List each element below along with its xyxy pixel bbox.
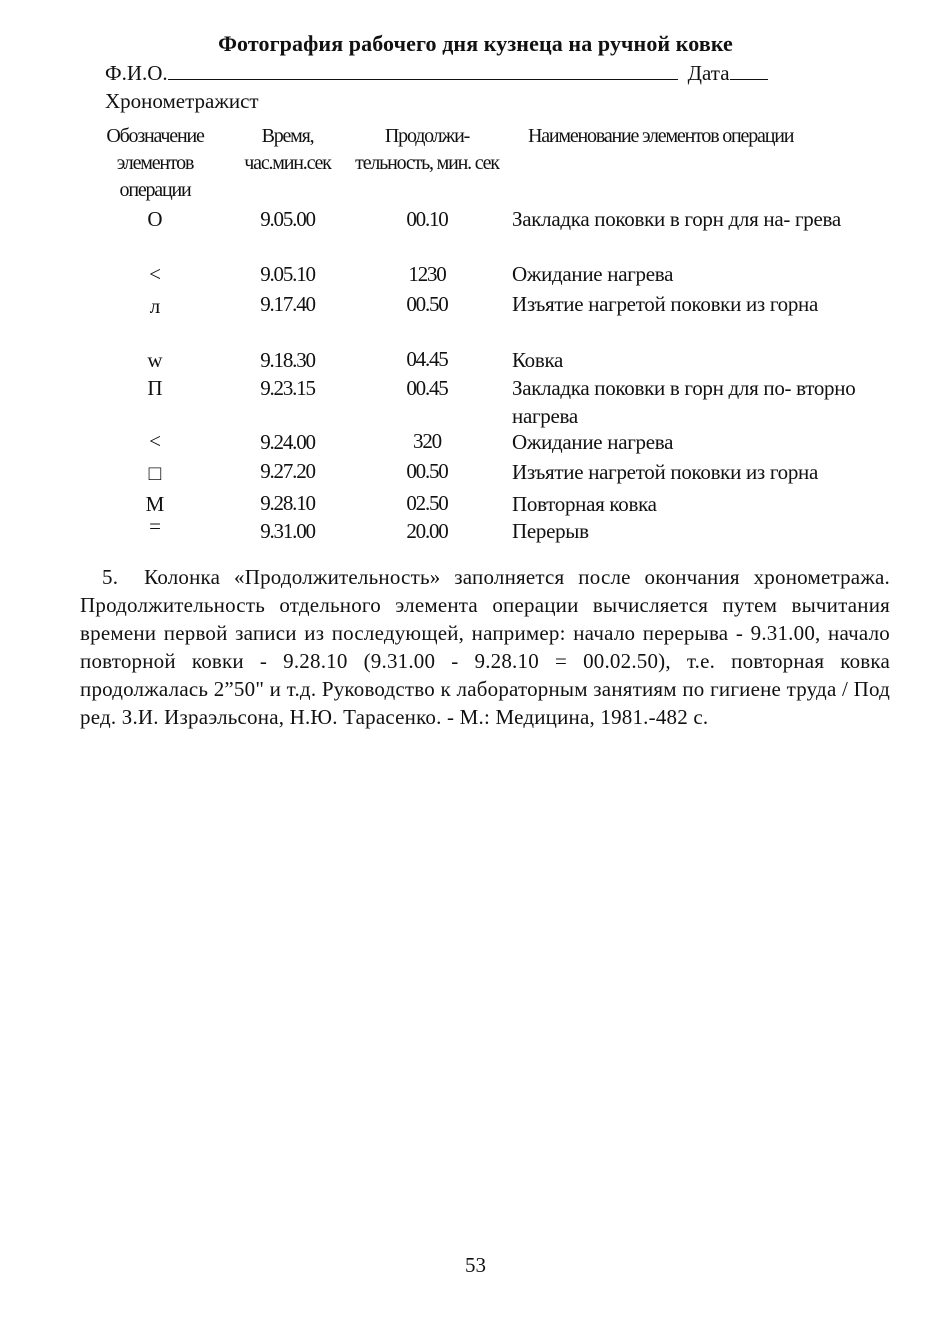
row-symbol: л: [149, 294, 161, 318]
row-time: 9.24.00: [260, 430, 315, 454]
row-duration: 00.45: [406, 376, 448, 400]
row-symbol: w: [147, 348, 163, 372]
row-symbol: =: [149, 514, 161, 538]
row-duration: 04.45: [406, 347, 448, 371]
column-header-description: Наименование элементов операции: [528, 125, 794, 147]
row-symbol: <: [149, 262, 161, 286]
row-symbol: <: [149, 429, 161, 453]
row-symbol: П: [147, 376, 163, 400]
row-symbol: О: [147, 207, 163, 231]
row-description: Ковка: [512, 348, 564, 372]
row-time: 9.27.20: [260, 459, 315, 483]
note-number: 5.: [102, 565, 119, 589]
page-number: 53: [465, 1253, 486, 1277]
row-time: 9.28.10: [260, 491, 315, 515]
column-header-duration: Продолжи- тельность, мин. сек: [355, 125, 499, 174]
row-duration: 02.50: [406, 491, 448, 515]
row-time: 9.05.10: [260, 262, 315, 286]
row-description: Закладка поковки в горн для по- вторно нагрева: [512, 376, 856, 428]
column-header-time: Время, час.мин.сек: [244, 125, 331, 174]
fio-blank-line: [168, 61, 678, 80]
fio-line: [105, 61, 768, 86]
row-time: 9.17.40: [260, 292, 315, 316]
row-duration: 00.50: [406, 292, 448, 316]
row-description: Ожидание нагрева: [512, 430, 674, 454]
row-duration: 20.00: [406, 519, 448, 543]
row-description: Повторная ковка: [512, 492, 657, 516]
row-duration: 320: [413, 429, 441, 453]
note-text: Колонка «Продолжительность» заполняется после окончания хронометража. Продолжительность отдельного элемента операции вычисляется путем вычитания времени первой записи из последующей, например: начало перерыва - 9.31.00, начало повторной ковки - 9.28.10 (9.31.00 - 9.28.10 = 00.02.50), т.е. повторная ковка продолжалась 2”50" и т.д. Руководство к лабораторным занятиям по гигиене труда / Под ред. З.И. Израэльсона, Н.Ю. Тарасенко. - М.: Медицина, 1981.-482 с.: [80, 565, 890, 729]
row-duration: 1230: [408, 262, 446, 286]
row-description: Ожидание нагрева: [512, 262, 674, 286]
row-description: Закладка поковки в горн для на- грева: [512, 207, 841, 231]
row-time: 9.23.15: [260, 376, 315, 400]
note-paragraph: [80, 563, 890, 731]
row-symbol: М: [145, 492, 165, 516]
document-title: Фотография рабочего дня кузнеца на ручной ковке: [218, 31, 733, 56]
row-symbol: □: [148, 461, 162, 485]
row-time: 9.31.00: [260, 519, 315, 543]
row-time: 9.05.00: [260, 207, 315, 231]
row-duration: 00.50: [406, 459, 448, 483]
column-header-symbol: Обозначение элементов операции: [106, 125, 204, 201]
date-label: Дата: [687, 61, 730, 85]
fio-label: Ф.И.О.: [105, 61, 168, 85]
row-description: Изъятие нагретой поковки из горна: [512, 292, 819, 316]
row-duration: 00.10: [406, 207, 448, 231]
date-blank-line: [730, 61, 768, 80]
row-time: 9.18.30: [260, 348, 315, 372]
row-description: Перерыв: [512, 519, 589, 543]
row-description: Изъятие нагретой поковки из горна: [512, 460, 819, 484]
chronometrist-label: Хронометражист: [105, 89, 259, 113]
